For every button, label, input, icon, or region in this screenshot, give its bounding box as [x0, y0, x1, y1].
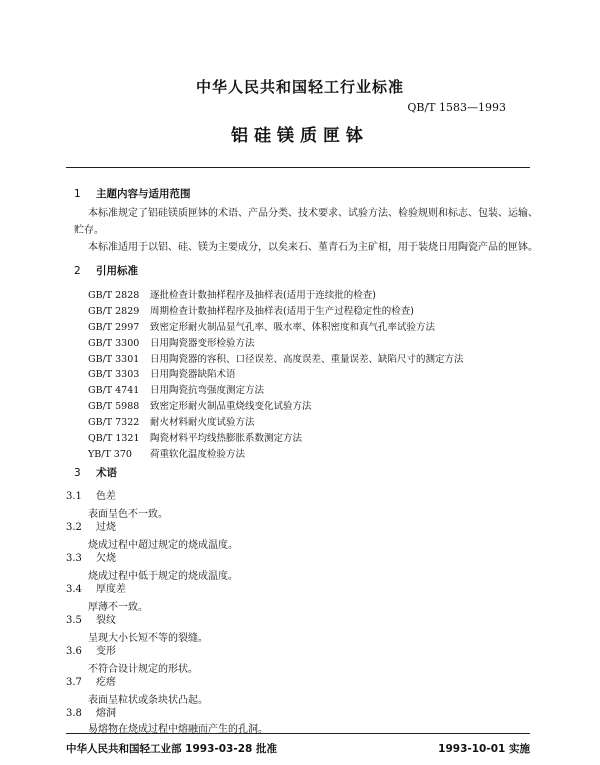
- reference-title: 逐批检查计数抽样程序及抽样表(适用于连续批的检查): [150, 290, 376, 301]
- reference-title: 荷重软化温度检验方法: [150, 448, 246, 460]
- term-definition: 表面呈粒状或条块状凸起。: [88, 695, 208, 706]
- reference-code: GB/T 2828: [88, 290, 140, 301]
- term-name: 欠烧: [96, 553, 116, 564]
- reference-item: [88, 303, 464, 319]
- term-definition: 表面呈色不一致。: [88, 509, 168, 520]
- term-definition: 易熔物在烧成过程中熔融而产生的孔洞。: [88, 724, 268, 735]
- term-name: 色差: [96, 491, 116, 502]
- reference-item: [88, 335, 464, 351]
- reference-item: [88, 319, 464, 335]
- section-1-para-1-line-2: 贮存。: [74, 225, 104, 236]
- term-name: 变形: [96, 646, 116, 657]
- document-title: 铝硅镁质匣钵: [231, 126, 369, 146]
- section-1-number: 1: [74, 188, 81, 200]
- reference-code: GB/T 7322: [88, 417, 140, 429]
- reference-list: [88, 287, 464, 462]
- section-1-title: 主题内容与适用范围: [96, 188, 191, 200]
- standard-title: 中华人民共和国轻工行业标准: [195, 78, 404, 96]
- reference-item: [88, 366, 464, 382]
- term-name: 熔洞: [96, 708, 116, 719]
- term-number: 3.3: [66, 553, 82, 564]
- reference-item: [88, 430, 464, 446]
- term-entry: [66, 642, 116, 657]
- term-entry: [66, 704, 116, 719]
- section-1-heading: [74, 186, 191, 201]
- reference-title: 周期检查计数抽样程序及抽样表(适用于生产过程稳定性的检查): [150, 305, 414, 317]
- term-entry: [66, 580, 126, 595]
- section-3-title: 术语: [96, 467, 117, 479]
- section-1-para-1-line-1: 本标准规定了铝硅镁质匣钵的术语、产品分类、技术要求、试验方法、检验规则和标志、包装、运输、: [88, 208, 538, 219]
- reference-item: [88, 398, 464, 414]
- footer-divider: [66, 733, 530, 734]
- reference-title: 致密定形耐火制品显气孔率、吸水率、体积密度和真气孔率试验方法: [150, 321, 436, 333]
- reference-code: GB/T 4741: [88, 385, 140, 397]
- term-entry: [66, 673, 116, 688]
- term-definition: 呈现大小长短不等的裂缝。: [88, 633, 208, 644]
- reference-item: [88, 446, 464, 462]
- reference-item: [88, 287, 464, 303]
- section-2-title: 引用标准: [96, 265, 138, 277]
- term-number: 3.7: [66, 677, 82, 688]
- term-definition: 烧成过程中超过规定的烧成温度。: [88, 540, 238, 551]
- term-number: 3.6: [66, 646, 82, 657]
- reference-title: 日用陶瓷器变形检验方法: [150, 337, 255, 349]
- reference-title: 日用陶瓷抗弯强度测定方法: [150, 385, 265, 397]
- term-entry: [66, 518, 116, 533]
- term-name: 过烧: [96, 522, 116, 533]
- section-3-number: 3: [74, 467, 81, 479]
- implementation-date: 1993-10-01 实施: [438, 743, 530, 755]
- reference-code: GB/T 3300: [88, 337, 140, 349]
- reference-title: 日用陶瓷器缺陷术语: [150, 369, 236, 381]
- standard-code: QB/T 1583—1993: [407, 101, 506, 114]
- term-definition: 不符合设计规定的形状。: [88, 664, 198, 675]
- approval-line: 中华人民共和国轻工业部 1993-03-28 批准: [66, 743, 277, 755]
- reference-code: GB/T 5988: [88, 401, 140, 413]
- term-number: 3.1: [66, 491, 82, 502]
- reference-title: 耐火材料耐火度试验方法: [150, 417, 255, 429]
- section-2-number: 2: [74, 265, 81, 277]
- term-number: 3.2: [66, 522, 82, 533]
- section-2-heading: [74, 263, 138, 278]
- term-number: 3.8: [66, 708, 82, 719]
- term-entry: [66, 487, 116, 502]
- term-entry: [66, 611, 116, 626]
- reference-title: 致密定形耐火制品重烧线变化试验方法: [150, 401, 312, 413]
- reference-code: QB/T 1321: [88, 433, 140, 445]
- reference-code: GB/T 3303: [88, 369, 140, 381]
- reference-item: [88, 414, 464, 430]
- term-number: 3.5: [66, 615, 82, 626]
- reference-item: [88, 382, 464, 398]
- reference-title: 日用陶瓷器的容积、口径误差、高度误差、重量误差、缺陷尺寸的测定方法: [150, 353, 464, 365]
- term-name: 裂纹: [96, 615, 116, 626]
- reference-code: GB/T 3301: [88, 353, 140, 365]
- reference-code: GB/T 2829: [88, 305, 140, 317]
- reference-title: 陶瓷材料平均线热膨胀系数测定方法: [150, 433, 303, 445]
- section-1-para-2: 本标准适用于以铝、硅、镁为主要成分，以矣来石、堇青石为主矿相，用于装烧日用陶瓷产品的匣钵。: [88, 242, 538, 253]
- term-name: 疙瘩: [96, 677, 116, 688]
- header-divider: [66, 167, 530, 168]
- term-definition: 厚薄不一致。: [88, 602, 148, 613]
- term-definition: 烧成过程中低于规定的烧成温度。: [88, 571, 238, 582]
- term-name: 厚度差: [96, 584, 126, 595]
- reference-code: GB/T 2997: [88, 321, 140, 333]
- term-number: 3.4: [66, 584, 82, 595]
- reference-item: [88, 351, 464, 367]
- term-entry: [66, 549, 116, 564]
- section-3-heading: [74, 465, 117, 480]
- reference-code: YB/T 370: [88, 448, 132, 460]
